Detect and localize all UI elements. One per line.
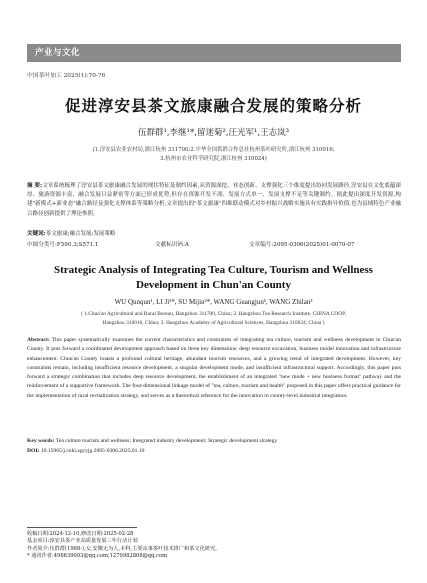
english-affiliation-line: ( 1.Chun'an Agricultural and Rural Bureau, Hangzhou 311700, China; 2. Hangzhou Tea Research Institute, CHINA COOP,: [81, 311, 346, 317]
footnote-funding: 基金项目:淳安县茶产业高质量发展三年行动计划: [27, 538, 138, 545]
section-banner: 产业与文化: [27, 44, 401, 62]
chinese-title: 促进淳安县茶文旅康融合发展的策略分析: [64, 97, 362, 115]
chinese-affiliations: [40, 146, 387, 164]
footnote-received: 收稿日期:2024-12-10,修改日期:2025-02-28: [27, 531, 134, 537]
doi-label: DOI:: [27, 448, 40, 454]
english-affiliation-line: Hangzhou 310016, China; 3. Hangzhou Academy of Agricultural Sciences, Hangzhou 310024, China ): [102, 320, 325, 326]
classification-line: [27, 240, 401, 249]
chinese-abstract-text: 文章系统梳理了淳安县茶文旅康融合发展的现状特征及制约因素,从资源深挖、业态创新、支撑强化三个维度提出协同发展路径,淳安县在文化底蕴深厚、旅游资源丰富、融合发展日益紧密等方面已形成优势,但存在资源开发不深、发展方式单一、发展支撑不足等关键制约。据此提出深度开发资源,构建"新模式+新业态"融合路径及强化支撑体系等策略分析,文章提出的"茶文旅康"四维联动模式对乡村振兴战略实施具有实践指导价值,也为县域特色产业融合路径创新提供了理论参照。: [27, 183, 401, 217]
english-keywords-label: Key words:: [27, 438, 55, 444]
chinese-abstract: [27, 182, 401, 219]
english-abstract-label: Abstract:: [27, 337, 50, 343]
clc-number: 中图分类号:F590.3;S571.1: [27, 242, 99, 248]
chinese-keywords: [27, 229, 401, 237]
chinese-authors: 伍群群¹,李继¹*,留迷菊²,汪光军¹,王志岚³: [137, 128, 290, 138]
english-authors: WU Qunqun¹, LI Ji¹*, SU Mijiu²*, WANG Guangjun¹, WANG Zhilan³: [114, 298, 313, 306]
chinese-keywords-label: 关键词:: [27, 231, 46, 237]
doi-link[interactable]: 10.15905/j.cnki.zgcyjg.2095-0306.2025.01.10: [40, 448, 145, 454]
english-affiliations: [40, 310, 387, 328]
footnotes: [27, 531, 401, 561]
article-number: 文章编号:2095-0306(2025)01-0070-07: [249, 242, 355, 248]
document-code: 文献标识码:A: [155, 242, 189, 248]
footnote-corresponding-author[interactable]: * 通讯作者:498639093@qq.com;1270982808@qq.com: [27, 553, 168, 560]
chinese-affiliation-line: 3.杭州市农业科学研究院,浙江杭州 310024): [160, 156, 267, 162]
english-keywords-text: Tea culture tourism and wellness; Integrated industry development; Strategic development strategy: [55, 438, 278, 444]
chinese-affiliation-line: (1.淳安县农业农村局,浙江杭州 311700;2.中华全国供销合作总社杭州茶叶研究所,浙江杭州 310016;: [92, 147, 335, 153]
footnote-divider: [27, 527, 137, 528]
chinese-keywords-text: 茶文旅康;融合发展;发展策略: [45, 231, 116, 237]
footnote-author-bio: 作者简介:伍群群(1988-),女,安徽无为人,本科,主要从事茶叶技术推广和茶文化研究。: [27, 545, 221, 552]
english-abstract-text: This paper systematically examines the current characteristics and constraints of integrating tea culture, tourism and wellness development in Chun'an County. It puts forward a coordinated development approach based on three key dimensions: deep resource excavation, business model innovation and infrastructure enhancement. Chun'an County boasts a profound cultural heritage, abundant tourism resources, and a growing trend of integrated development. However, key constraints remain, including insufficient resource development, a singular development mode, and insufficient infrastructural support. Accordingly, this paper puts forward a strategic combination that includes deep resource development, the establishment of an integrated "new mode + new business format" pathway and the reinforcement of a supportive framework. The four-dimensional linkage model of "tea, culture, tourism and health" proposed in this paper offers practical guidance for the implementation of rural revitalization strategy, and serves as a theoretical reference for the innovation in county-level industrial integration.: [27, 337, 401, 399]
doi-line: [27, 448, 401, 454]
english-keywords: [27, 438, 401, 444]
chinese-abstract-label: 摘 要:: [27, 183, 43, 189]
journal-citation: 中国茶叶加工 2025(1):70-76: [27, 73, 106, 79]
english-abstract: [27, 336, 401, 401]
english-title: Strategic Analysis of Integrating Tea Culture, Tourism and Wellness Development in Chun'an County: [54, 264, 373, 291]
